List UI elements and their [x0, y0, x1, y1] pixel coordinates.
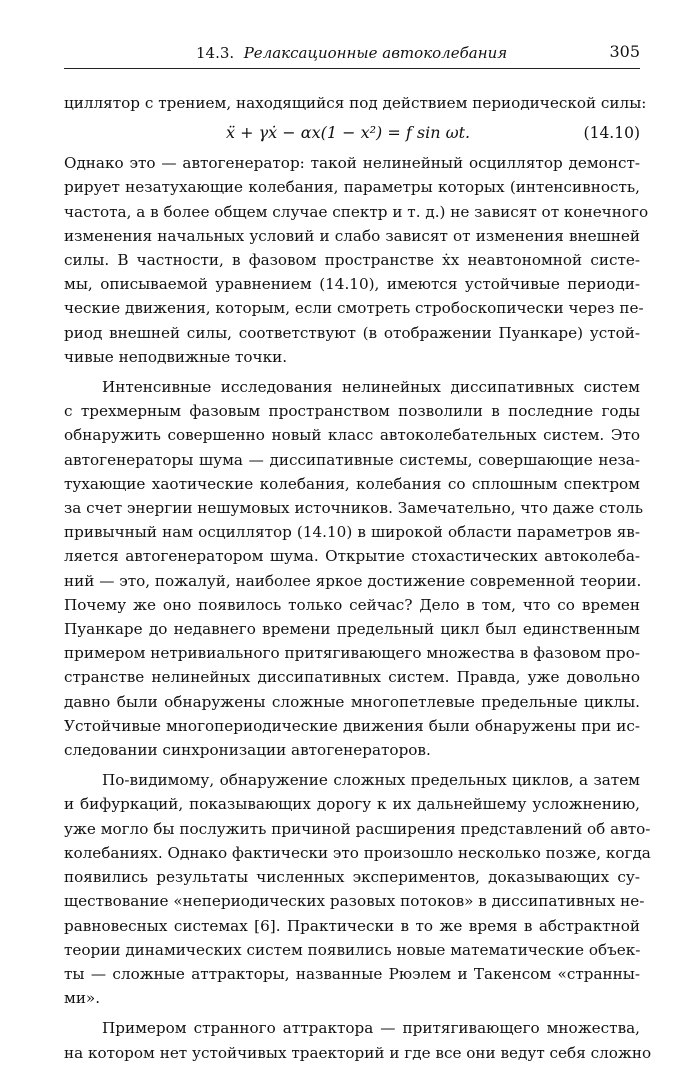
text-line: Примером странного аттрактора — притягивающего множества,: [102, 1019, 640, 1038]
text-line: По-видимому, обнаружение сложных предельных циклов, а затем: [102, 771, 640, 790]
equation-number: (14.10): [583, 124, 640, 143]
text-line: ты — сложные аттракторы, названные Рюэлем и Такенсом «странны-: [64, 964, 640, 983]
text-line: на котором нет устойчивых траекторий и где все они ведут себя сложно: [64, 1043, 652, 1062]
paragraph: [64, 768, 651, 1010]
body-text: [64, 91, 652, 1065]
page-number: 305: [609, 42, 640, 61]
text-line: ляется автогенератором шума. Открытие стохастических автоколеба-: [64, 547, 640, 566]
page: [64, 38, 652, 1065]
text-line: автогенераторы шума — диссипативные системы, совершающие неза-: [64, 450, 640, 469]
paragraph: [64, 151, 649, 369]
text-line: Пуанкаре до недавнего времени предельный цикл был единственным: [64, 620, 640, 639]
text-line: с трехмерным фазовым пространством позволили в последние годы: [64, 402, 640, 421]
text-line: привычный нам осциллятор (14.10) в широкой области параметров яв-: [64, 523, 640, 542]
running-head-title: [196, 44, 507, 62]
text-line: давно были обнаружены сложные многопетлевые предельные циклы.: [64, 692, 640, 711]
text-line: теории динамических систем появились новые математические объек-: [64, 940, 641, 959]
text-line: ществование «непериодических разовых потоков» в диссипативных не-: [64, 892, 645, 911]
text-line: равновесных системах [6]. Практически в то же время в абстрактной: [64, 916, 640, 935]
text-line: колебаниях. Однако фактически это произошло несколько позже, когда: [64, 843, 651, 862]
text-line: странстве нелинейных диссипативных систем. Правда, уже довольно: [64, 668, 640, 687]
text-line: Однако это — автогенератор: такой нелинейный осциллятор демонст-: [64, 154, 640, 173]
equation-14-10: [64, 117, 640, 151]
section-title: Релаксационные автоколебания: [243, 44, 508, 62]
text-line: примером нетривиального притягивающего множества в фазовом про-: [64, 644, 640, 663]
text-line: появились результаты численных экспериментов, доказывающих су-: [64, 868, 640, 887]
text-line: ческие движения, которым, если смотреть стробоскопически через пе-: [64, 299, 644, 318]
text-line: циллятор с трением, находящийся под действием периодической силы:: [64, 94, 647, 112]
section-number: 14.3.: [196, 44, 235, 62]
text-line: изменения начальных условий и слабо зависят от изменения внешней: [64, 226, 640, 245]
text-line: за счет энергии нешумовых источников. Замечательно, что даже столь: [64, 499, 643, 518]
paragraph-lead: [64, 91, 647, 115]
text-line: мы, описываемой уравнением (14.10), имеются устойчивые периоди-: [64, 275, 640, 294]
running-head: [64, 38, 640, 69]
text-line: ний — это, пожалуй, наиболее яркое достижение современной теории.: [64, 571, 642, 590]
text-line: риод внешней силы, соответствуют (в отображении Пуанкаре) устой-: [64, 323, 640, 342]
paragraph: [64, 375, 643, 762]
text-line: и бифуркаций, показывающих дорогу к их дальнейшему усложнению,: [64, 795, 640, 814]
text-line: Интенсивные исследования нелинейных диссипативных систем: [102, 378, 640, 397]
text-line: чивые неподвижные точки.: [64, 347, 288, 366]
text-line: рирует незатухающие колебания, параметры которых (интенсивность,: [64, 178, 640, 197]
text-line: Почему же оно появилось только сейчас? Дело в том, что со времен: [64, 595, 640, 614]
text-line: ми».: [64, 989, 101, 1008]
text-line: уже могло бы послужить причиной расширения представлений об авто-: [64, 819, 651, 838]
text-line: следовании синхронизации автогенераторов.: [64, 741, 431, 760]
text-line: обнаружить совершенно новый класс автоколебательных систем. Это: [64, 426, 640, 445]
text-line: частота, а в более общем случае спектр и т. д.) не зависят от конечного: [64, 202, 649, 221]
equation-formula: ẍ + γẋ − αx(1 − x²) = f sin ωt.: [226, 123, 471, 143]
text-line: силы. В частности, в фазовом пространстве ẋx неавтономной систе-: [64, 251, 640, 270]
paragraph: [64, 1016, 652, 1064]
text-line: Устойчивые многопериодические движения были обнаружены при ис-: [64, 716, 640, 735]
text-line: тухающие хаотические колебания, колебания со сплошным спектром: [64, 474, 640, 493]
